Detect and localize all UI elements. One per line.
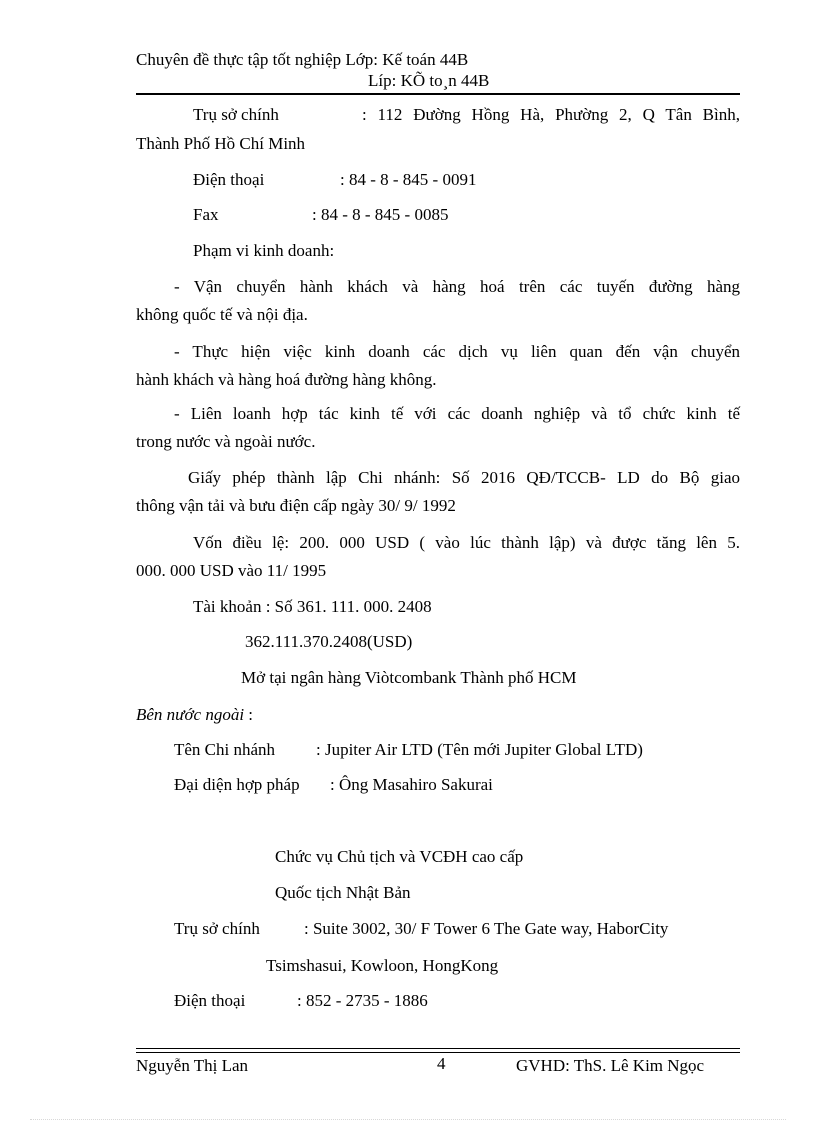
bank-name: Mở tại ngân hàng Viòtcombank Thành phố HCM — [241, 668, 577, 687]
foreign-party-heading-colon: : — [248, 705, 254, 724]
header-title: Chuyên đề thực tập tốt nghiệp Lớp: Kế toán 44B — [136, 50, 469, 69]
branch-name-value: : Jupiter Air LTD (Tên mới Jupiter Global LTD) — [316, 740, 643, 759]
business-scope-heading: Phạm vi kinh doanh: — [193, 241, 335, 260]
footer-rule-top — [136, 1048, 740, 1049]
header-rule — [136, 93, 740, 95]
account-number: Tài khoản : Số 361. 111. 000. 2408 — [193, 597, 432, 616]
footer-page-number: 4 — [437, 1054, 446, 1073]
legal-rep-value: : Ông Masahiro Sakurai — [330, 775, 493, 794]
foreign-phone-value: : 852 - 2735 - 1886 — [297, 991, 428, 1010]
scope-item-1 — [136, 277, 740, 325]
scope-item-2-line2: hành khách và hàng hoá đường hàng không. — [136, 370, 437, 389]
footer-author: Nguyễn Thị Lan — [136, 1056, 249, 1075]
license-line2: thông vận tải và bưu điện cấp ngày 30/ 9/ 1992 — [136, 496, 456, 515]
foreign-party-heading-text: Bên nước ngoài — [136, 705, 245, 724]
nationality: Quốc tịch Nhật Bản — [275, 883, 411, 902]
scope-item-1-line1: - Vận chuyển hành khách và hàng hoá trên các tuyến đường hàng — [174, 277, 740, 296]
fax-value: : 84 - 8 - 845 - 0085 — [312, 205, 449, 224]
foreign-party-heading — [136, 705, 253, 725]
legal-rep-label: Đại diện hợp pháp — [174, 775, 300, 794]
footer-rule-bottom — [136, 1052, 740, 1053]
branch-name-label: Tên Chi nhánh — [174, 740, 276, 759]
license-paragraph — [136, 468, 740, 516]
position-title: Chức vụ Chủ tịch và VCĐH cao cấp — [275, 847, 524, 866]
capital-line2: 000. 000 USD vào 11/ 1995 — [136, 561, 327, 580]
header-class: Líp: KÕ to¸n 44B — [368, 71, 490, 90]
foreign-hq-value-cont: Tsimshasui, Kowloon, HongKong — [266, 956, 499, 975]
hq-label: Trụ sở chính — [193, 105, 279, 124]
account-number-usd: 362.111.370.2408(USD) — [245, 632, 413, 651]
scope-item-3-line2: trong nước và ngoài nước. — [136, 432, 316, 451]
footer-advisor: GVHD: ThS. Lê Kim Ngọc — [516, 1056, 705, 1075]
page-bottom-dotted-line — [30, 1119, 786, 1120]
capital-line1: Vốn điều lệ: 200. 000 USD ( vào lúc thành lập) và được tăng lên 5. — [193, 533, 740, 552]
hq-value: : 112 Đường Hồng Hà, Phường 2, Q Tân Bình, — [362, 105, 740, 124]
phone-label: Điện thoại — [193, 170, 265, 189]
foreign-hq-value: : Suite 3002, 30/ F Tower 6 The Gate way, HaborCity — [304, 919, 669, 938]
fax-label: Fax — [193, 205, 219, 224]
foreign-hq-label: Trụ sở chính — [174, 919, 260, 938]
foreign-phone-label: Điện thoại — [174, 991, 246, 1010]
scope-item-2-line1: - Thực hiện việc kinh doanh các dịch vụ liên quan đến vận chuyển — [174, 342, 740, 361]
scope-item-2 — [136, 342, 740, 390]
hq-value-cont: Thành Phố Hồ Chí Minh — [136, 134, 306, 153]
scope-item-1-line2: không quốc tế và nội địa. — [136, 305, 308, 324]
scope-item-3-line1: - Liên loanh hợp tác kinh tế với các doanh nghiệp và tổ chức kinh tế — [174, 404, 740, 423]
phone-value: : 84 - 8 - 845 - 0091 — [340, 170, 477, 189]
capital-paragraph — [136, 533, 740, 581]
license-line1: Giấy phép thành lập Chi nhánh: Số 2016 QĐ/TCCB- LD do Bộ giao — [188, 468, 740, 487]
scope-item-3 — [136, 404, 740, 452]
